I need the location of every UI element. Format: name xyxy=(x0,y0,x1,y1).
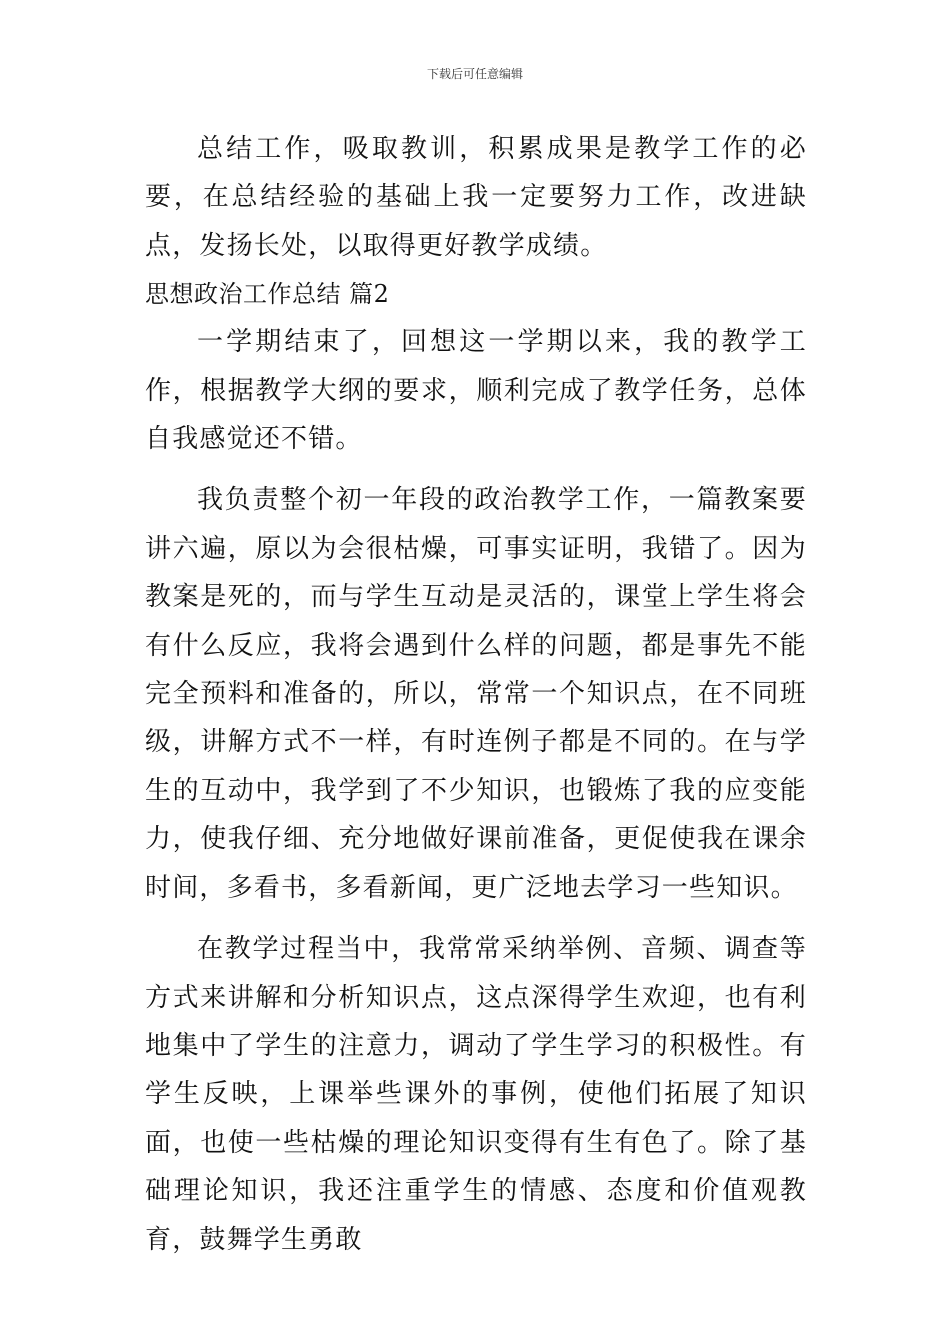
paragraph-responsibility: 我负责整个初一年段的政治教学工作，一篇教案要讲六遍，原以为会很枯燥，可事实证明，我错了。因为教案是死的，而与学生互动是灵活的，课堂上学生将会有什么反应，我将会遇到什么样的问题，都是事先不能完全预料和准备的，所以，常常一个知识点，在不同班级，讲解方式不一样，有时连例子都是不同的。在与学生的互动中，我学到了不少知识，也锻炼了我的应变能力，使我仔细、充分地做好课前准备，更促使我在课余时间，多看书，多看新闻，更广泛地去学习一些知识。 xyxy=(145,485,807,903)
page-header: 下载后可任意编辑 xyxy=(426,67,523,81)
paragraph-semester: 一学期结束了，回想这一学期以来，我的教学工作，根据教学大纲的要求，顺利完成了教学任务，总体自我感觉还不错。 xyxy=(145,327,807,455)
paragraph-teaching-process: 在教学过程当中，我常常采纳举例、音频、调查等方式来讲解和分析知识点，这点深得学生欢迎，也有利地集中了学生的注意力，调动了学生学习的积极性。有学生反映，上课举些课外的事例，使他们拓展了知识面，也使一些枯燥的理论知识变得有生有色了。除了基础理论知识，我还注重学生的情感、态度和价值观教育，鼓舞学生勇敢 xyxy=(145,934,807,1255)
document-body xyxy=(145,125,807,1264)
section-heading: 思想政治工作总结 篇2 xyxy=(145,280,390,309)
paragraph-summary: 总结工作，吸取教训，积累成果是教学工作的必要，在总结经验的基础上我一定要努力工作，改进缺点，发扬长处，以取得更好教学成绩。 xyxy=(145,134,807,261)
